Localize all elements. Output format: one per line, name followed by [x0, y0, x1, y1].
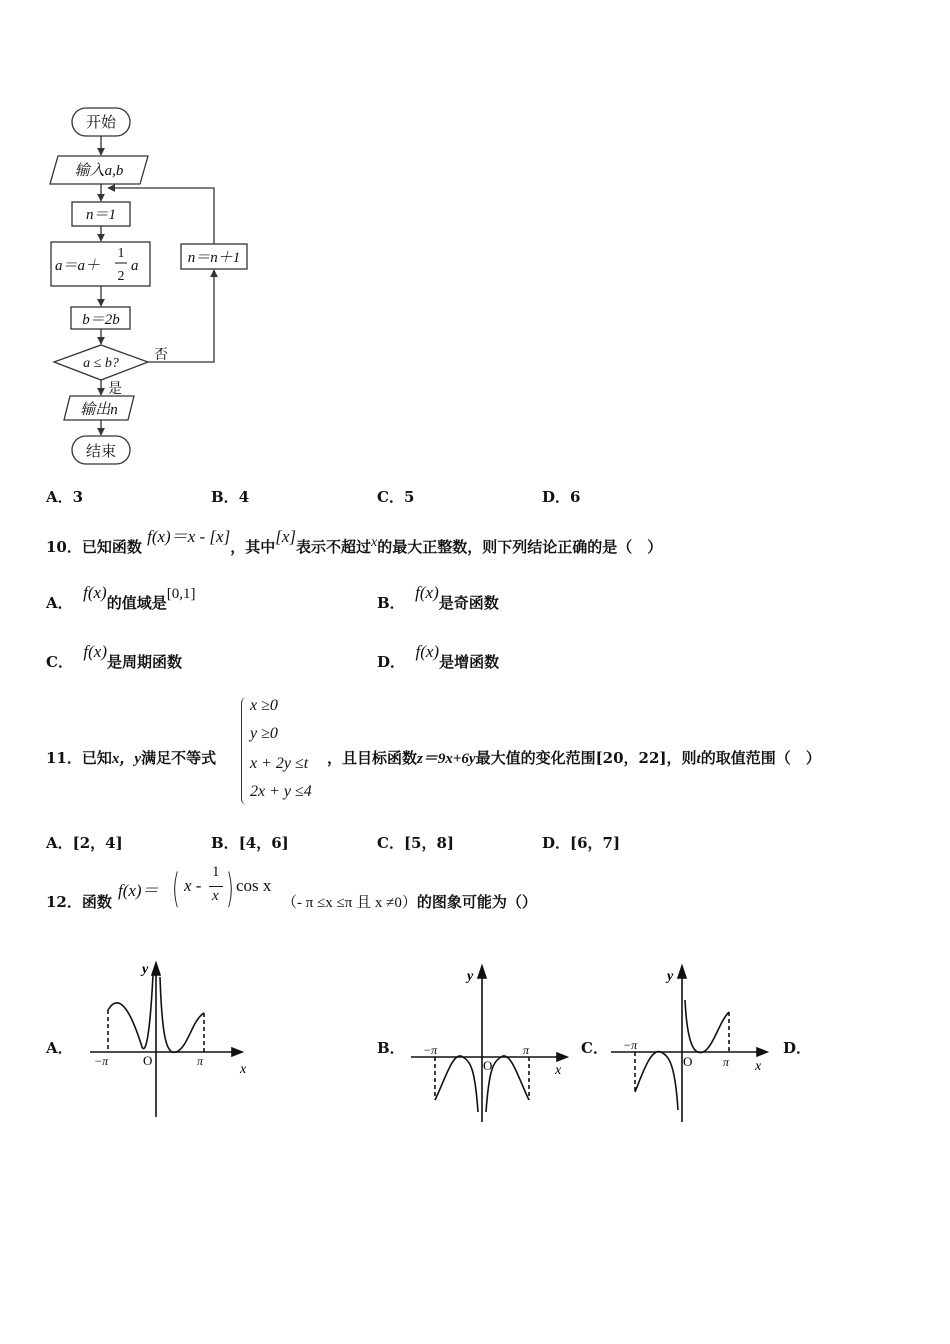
flow-start-label: 开始 — [85, 113, 117, 131]
svg-text:−π: −π — [94, 1054, 109, 1068]
svg-text:O: O — [683, 1054, 693, 1069]
q12-option-b: B． — [377, 1039, 405, 1057]
flow-yes-label: 是 — [108, 381, 122, 397]
svg-text:π: π — [197, 1054, 204, 1068]
q11-option-a: A．[2，4] — [46, 834, 123, 852]
q12-domain: （- π ≤x ≤π 且 x ≠0）的图象可能为（） — [282, 893, 537, 911]
flow-update-a-left: a＝a＋ — [55, 258, 101, 274]
flow-increment-label: n＝n＋1 — [187, 250, 241, 266]
flow-input-label: 输入a,b — [74, 163, 124, 179]
graph-c — [605, 960, 780, 1130]
flow-update-b-label: b＝2b — [82, 312, 120, 328]
q9-option-c: C．5 — [377, 488, 415, 506]
svg-text:x: x — [555, 1063, 562, 1078]
svg-text:y: y — [667, 969, 674, 984]
q10-option-a: A． f(x)的值域是[0,1] — [46, 583, 196, 612]
q10-stem: 10．已知函数 f(x)＝x - [x]，其中[x]表示不超过x的最大正整数，则下列结论正确的是（ ） — [46, 527, 663, 556]
flow-end-label: 结束 — [85, 442, 117, 460]
q11-option-c: C．[5，8] — [377, 834, 455, 852]
q10-option-d: D． f(x)是增函数 — [377, 642, 500, 671]
svg-text:x: x — [755, 1059, 762, 1074]
q11-constraint-1: x ≥0 — [250, 697, 278, 714]
q11-stem-left: 11．已知x，y满足不等式 — [46, 749, 217, 767]
q11-constraint-4: 2x + y ≤4 — [250, 783, 312, 800]
flow-no-label: 否 — [154, 347, 168, 363]
flow-condition-label: a ≤ b? — [83, 356, 119, 371]
q9-option-d: D．6 — [542, 488, 581, 506]
flow-output-label: 输出n — [80, 402, 118, 418]
q12-option-d: D． — [783, 1039, 812, 1057]
q10-option-c: C． f(x)是周期函数 — [46, 642, 183, 671]
svg-text:π: π — [723, 1055, 730, 1069]
svg-text:x: x — [240, 1062, 247, 1077]
svg-text:y: y — [142, 962, 149, 977]
svg-text:−π: −π — [423, 1043, 438, 1057]
svg-text:−π: −π — [623, 1038, 638, 1052]
q11-option-b: B．[4，6] — [211, 834, 289, 852]
q10-option-b: B． f(x)是奇函数 — [377, 583, 499, 612]
svg-text:π: π — [523, 1043, 530, 1057]
svg-text:O: O — [143, 1053, 153, 1068]
graph-a — [80, 955, 270, 1125]
flow-update-a-right: a — [131, 258, 139, 274]
flow-update-a-num: 1 — [117, 246, 125, 261]
q11-stem-right: ，且目标函数z＝9x+6y最大值的变化范围[20，22]，则t的取值范围（ ） — [327, 749, 821, 767]
flow-init-label: n＝1 — [85, 207, 117, 223]
q12-stem-left: 12．函数 — [46, 893, 112, 911]
flow-update-a-den: 2 — [117, 269, 125, 284]
q11-constraint-2: y ≥0 — [250, 725, 278, 742]
q12-option-a: A． — [46, 1039, 73, 1057]
q11-system-brace — [241, 697, 248, 805]
q9-option-b: B．4 — [211, 488, 250, 506]
q12-option-c: C． — [581, 1039, 608, 1057]
svg-text:O: O — [483, 1058, 493, 1073]
graph-b — [405, 960, 580, 1130]
flowchart — [40, 100, 260, 470]
svg-text:y: y — [467, 969, 474, 984]
q11-constraint-3: x + 2y ≤t — [250, 755, 309, 772]
q9-option-a: A．3 — [46, 488, 84, 506]
q11-option-d: D．[6，7] — [542, 834, 621, 852]
